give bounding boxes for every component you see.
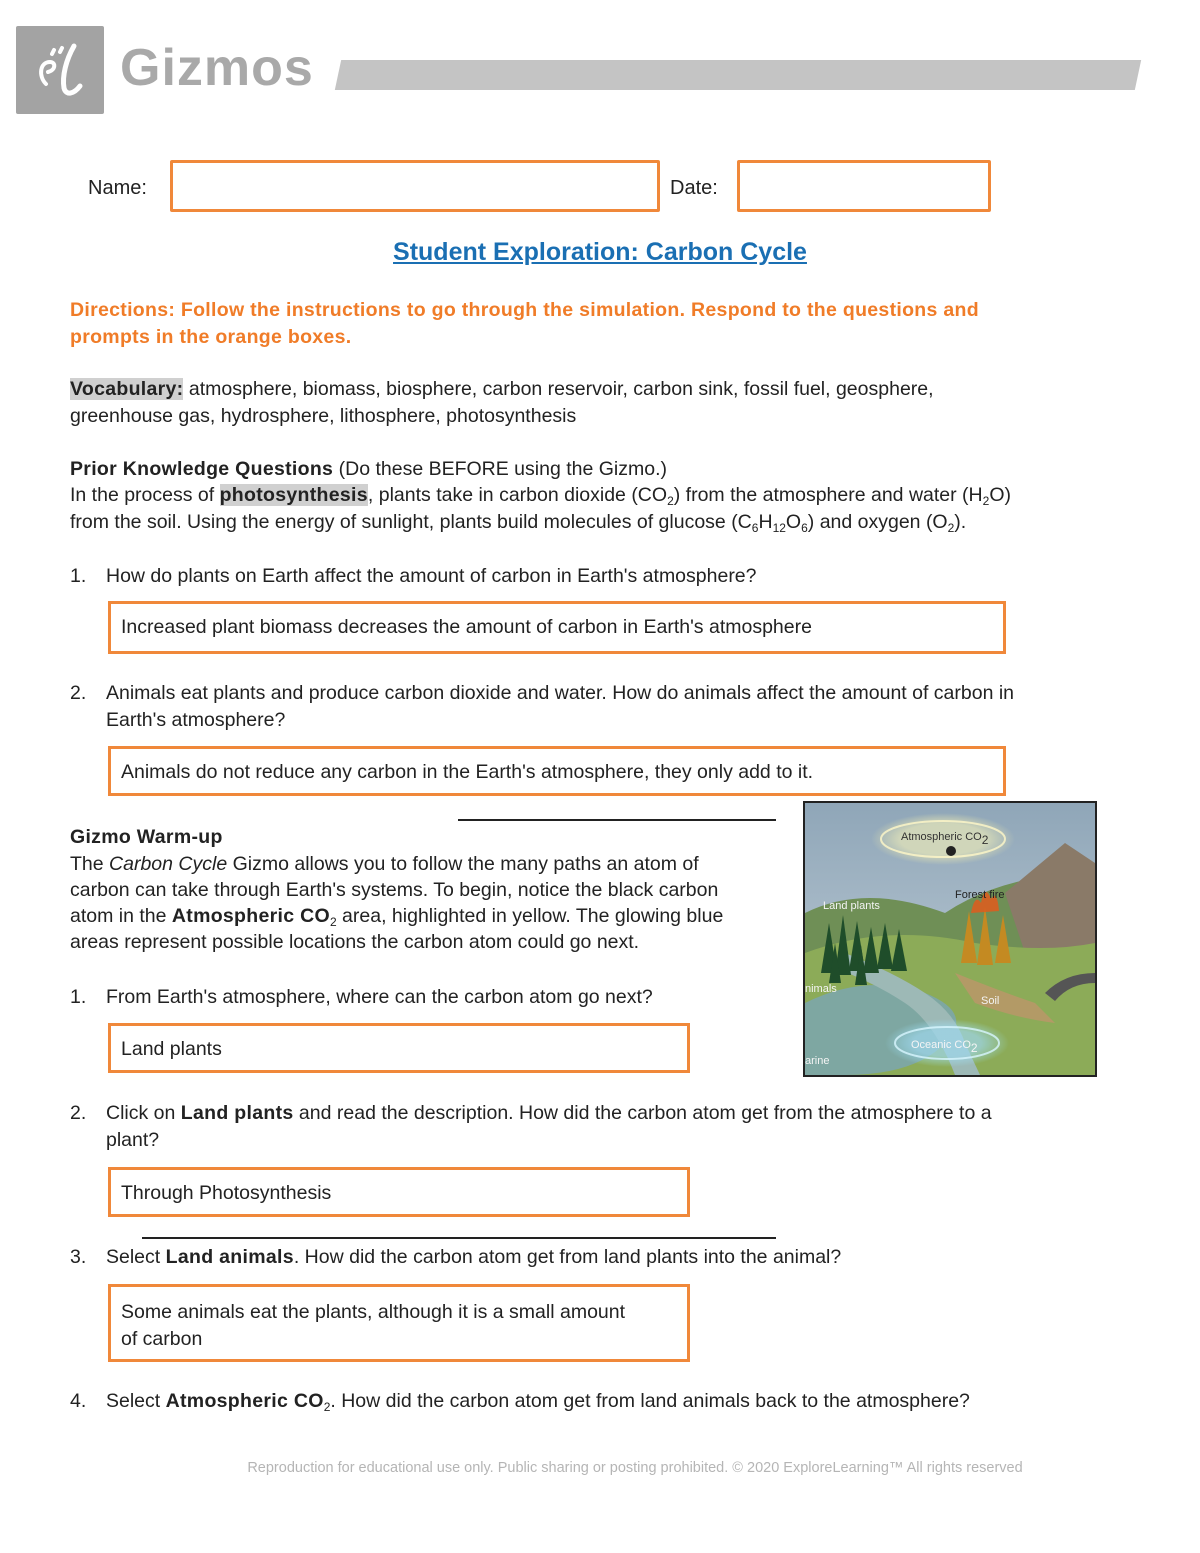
date-field[interactable] <box>737 160 991 212</box>
warmup-q4-number: 4. <box>70 1390 87 1412</box>
photosynthesis-term: photosynthesis <box>219 484 368 506</box>
vocabulary-line-1 <box>70 376 934 403</box>
warmup-q3-answer-box[interactable] <box>108 1284 690 1362</box>
prior-q2-answer-box[interactable]: Animals do not reduce any carbon in the Earth's atmosphere, they only add to it. <box>108 746 1006 796</box>
scene-label-soil: Soil <box>981 995 1000 1007</box>
carbon-cycle-scene <box>803 801 1097 1077</box>
warmup-q3-text: Select Land animals. How did the carbon atom get from land plants into the animal? <box>106 1246 842 1268</box>
warmup-q2-text-line-1: Click on Land plants and read the description. How did the carbon atom get from the atmosphere to a <box>106 1102 992 1124</box>
prior-q2-text-line-1: Animals eat plants and produce carbon dioxide and water. How do animals affect the amount of carbon in <box>106 682 1015 704</box>
scene-label-forest-fire: Forest fire <box>955 889 1005 901</box>
warmup-q3-answer-line-1: Some animals eat the plants, although it is a small amount <box>121 1301 626 1323</box>
prior-knowledge-heading <box>70 456 667 483</box>
warmup-q1-text: From Earth's atmosphere, where can the carbon atom go next? <box>106 986 653 1008</box>
warmup-q2-number: 2. <box>70 1102 87 1124</box>
warmup-q4-text: Select Atmospheric $CO_2$. How did the carbon atom get from land animals back to the atmosphere? <box>106 1390 970 1414</box>
warmup-heading: Gizmo Warm-up <box>70 826 223 848</box>
prior-heading-bold: Prior Knowledge Questions <box>70 458 334 480</box>
warmup-q3-answer-line-2: of carbon <box>121 1328 203 1350</box>
prior-intro-line-2: from the soil. Using the energy of sunlight, plants build molecules of glucose $(C_6H_{12}O_6)$ and oxygen $(O_2)$. <box>70 511 967 535</box>
scene-label-atmospheric: Atmospheric $CO_2$ <box>901 831 989 847</box>
brand-name: Gizmos <box>120 39 314 97</box>
directions-line-2: prompts in the orange boxes. <box>70 326 352 348</box>
warmup-line-2: carbon can take through Earth's systems. To begin, notice the black carbon <box>70 879 719 901</box>
warmup-q3-number: 3. <box>70 1246 87 1268</box>
warmup-line-4: areas represent possible locations the carbon atom could go next. <box>70 931 640 953</box>
scene-label-marine: arine <box>805 1055 830 1067</box>
warmup-q2-answer-box[interactable]: Through Photosynthesis <box>108 1167 690 1217</box>
prior-q1-number: 1. <box>70 565 87 587</box>
prior-q2-number: 2. <box>70 682 87 704</box>
warmup-line-1: The Carbon Cycle Gizmo allows you to follow the many paths an atom of <box>70 853 699 875</box>
scene-drawing <box>805 803 1095 1075</box>
warmup-q1-number: 1. <box>70 986 87 1008</box>
scene-label-animals: nimals <box>805 983 837 995</box>
vocabulary-label: Vocabulary: <box>70 378 184 400</box>
gizmos-logo <box>16 26 104 114</box>
divider-line-2 <box>142 1237 776 1239</box>
prior-q1-text: How do plants on Earth affect the amount of carbon in Earth's atmosphere? <box>106 565 757 587</box>
el-monogram-icon <box>16 26 104 114</box>
name-label: Name: <box>88 177 147 199</box>
name-field[interactable] <box>170 160 660 212</box>
footer-copyright: Reproduction for educational use only. Public sharing or posting prohibited. © 2020 ExploreLearning™ All rights reserved <box>247 1460 1023 1476</box>
header-bar <box>335 60 1141 90</box>
date-label: Date: <box>670 177 718 199</box>
warmup-line-3: atom in the Atmospheric $CO_2$ area, highlighted in yellow. The glowing blue <box>70 905 724 929</box>
warmup-q2-text-line-2: plant? <box>106 1129 160 1151</box>
scene-label-oceanic: Oceanic $CO_2$ <box>911 1039 978 1055</box>
divider-line <box>458 819 776 821</box>
prior-heading-note: (Do these BEFORE using the Gizmo.) <box>333 458 667 480</box>
prior-q1-answer-box[interactable]: Increased plant biomass decreases the amount of carbon in Earth's atmosphere <box>108 601 1006 654</box>
page-title: Student Exploration: Carbon Cycle <box>393 238 807 266</box>
directions-line-1: Directions: Follow the instructions to go through the simulation. Respond to the questions and <box>70 299 979 321</box>
vocabulary-terms-1: atmosphere, biomass, biosphere, carbon reservoir, carbon sink, fossil fuel, geosphere, <box>183 378 934 400</box>
vocabulary-line-2: greenhouse gas, hydrosphere, lithosphere, photosynthesis <box>70 405 577 427</box>
prior-q2-text-line-2: Earth's atmosphere? <box>106 709 286 731</box>
scene-label-land-plants: Land plants <box>823 900 880 912</box>
prior-intro-line-1: In the process of photosynthesis, plants take in carbon dioxide $(CO_2)$ from the atmosphere and water $(H_2O)$ <box>70 484 1011 508</box>
carbon-cycle-italic: Carbon Cycle <box>109 853 228 875</box>
warmup-q1-answer-box[interactable]: Land plants <box>108 1023 690 1073</box>
